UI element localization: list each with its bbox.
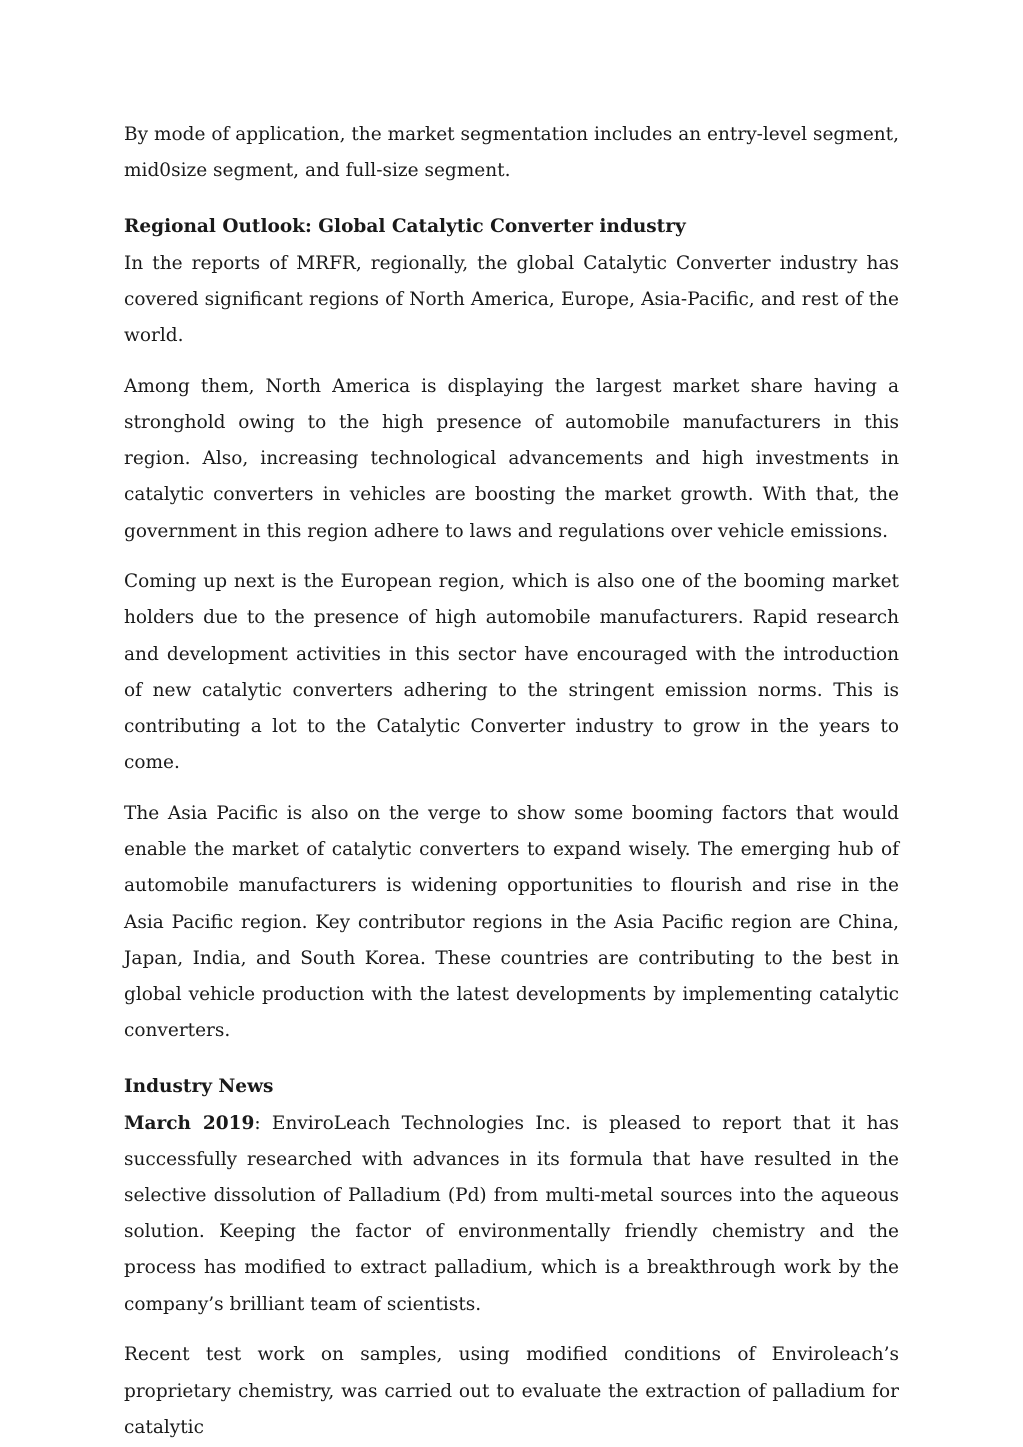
paragraph-regions-covered: In the reports of MRFR, regionally, the global Catalytic Converter industry has covered significant regions of North America, Europe, Asia-Pacific, and rest of the world. [124, 252, 899, 347]
paragraph-application-segments: By mode of application, the market segmentation includes an entry-level segment, mid0size segment, and full-size segment. [124, 124, 899, 182]
heading-industry-news: Industry News [124, 1076, 274, 1098]
paragraph-asia-pacific: The Asia Pacific is also on the verge to show some booming factors that would enable the market of catalytic converters to expand wisely. The emerging hub of automobile manufacturers is widening opportunities to flourish and rise in the Asia Pacific region. Key contributor regions in the Asia Pacific region are China, Japan, India, and South Korea. These countries are contributing to the best in global vehicle production with the latest developments by implementing catalytic converters. [124, 802, 899, 1042]
paragraph-recent-test-work: Recent test work on samples, using modified conditions of Enviroleach’s proprietary chemistry, was carried out to evaluate the extraction of palladium for catalytic [124, 1344, 899, 1438]
paragraph-europe: Coming up next is the European region, which is also one of the booming market holders due to the presence of high automobile manufacturers. Rapid research and development activities in this sector have encouraged with the introduction of new catalytic converters adhering to the stringent emission norms. This is contributing a lot to the Catalytic Converter industry to grow in the years to come. [124, 571, 899, 774]
paragraph-north-america: Among them, North America is displaying the largest market share having a stronghold owing to the high presence of automobile manufacturers in this region. Also, increasing technological advancements and high investments in catalytic converters in vehicles are boosting the market growth. With that, the government in this region adhere to laws and regulations over vehicle emissions. [124, 375, 899, 542]
paragraph-march-2019-news [124, 1106, 899, 1323]
heading-regional-outlook: Regional Outlook: Global Catalytic Converter industry [124, 216, 686, 238]
document-page [124, 117, 899, 1446]
news-text: : EnviroLeach Technologies Inc. is pleased to report that it has successfully researched with advances in its formula that have resulted in the selective dissolution of Palladium (Pd) from multi-metal sources into the aqueous solution. Keeping the factor of environmentally friendly chemistry and the process has modified to extract palladium, which is a breakthrough work by the company’s brilliant team of scientists. [124, 1112, 900, 1315]
news-date: March 2019 [124, 1112, 255, 1134]
